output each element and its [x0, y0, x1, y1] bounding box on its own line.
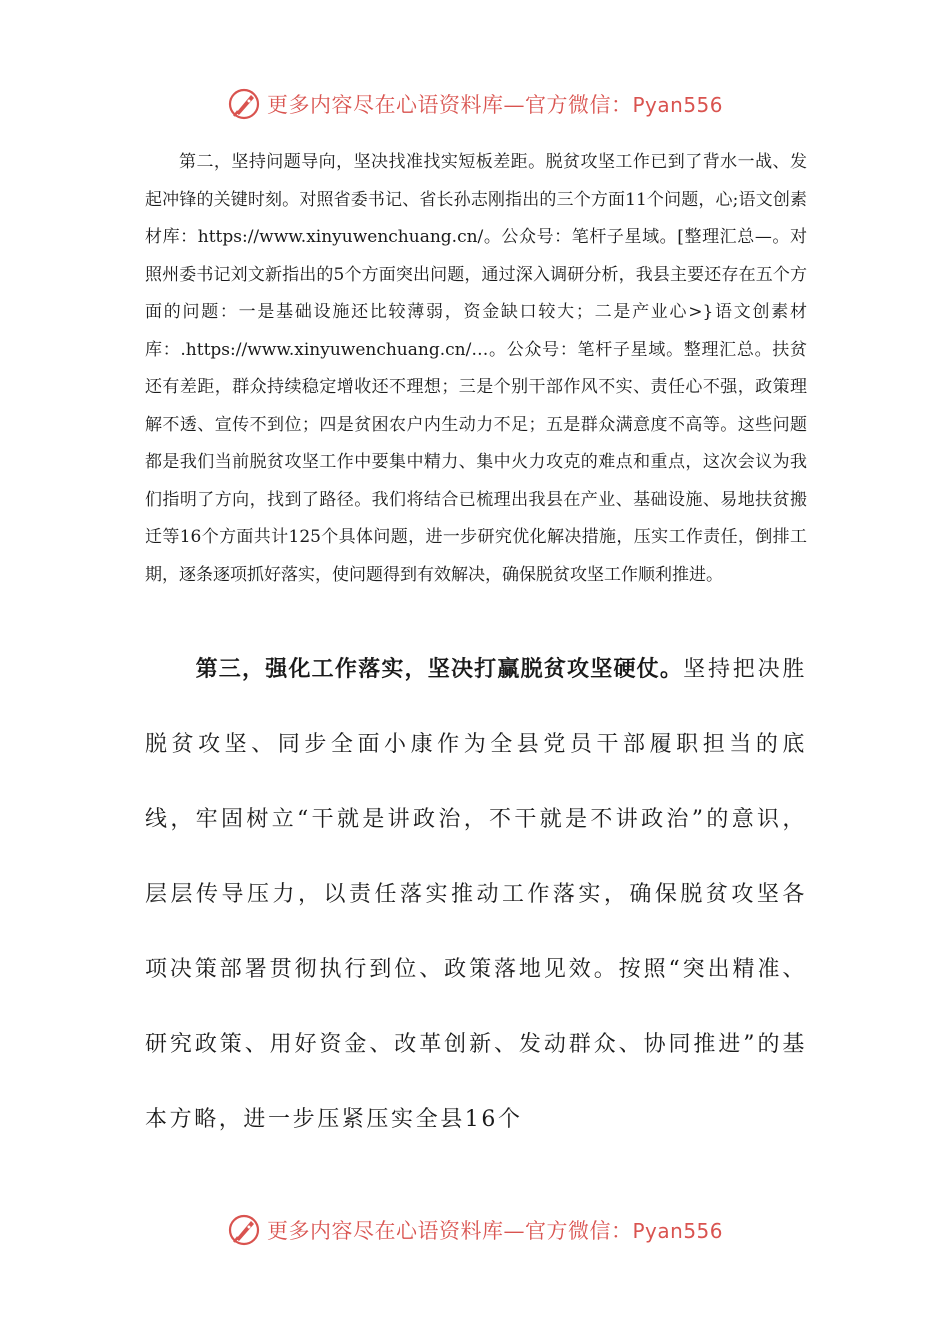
- watermark-brand: Pyan556: [632, 93, 723, 117]
- watermark-brand: Pyan556: [632, 1219, 723, 1243]
- pen-nib-circle-icon: [227, 87, 261, 121]
- header-watermark-banner: [0, 84, 950, 124]
- footer-watermark-banner: [0, 1210, 950, 1250]
- watermark-text: 更多内容尽在心语资料库—官方微信：Pyan556: [266, 93, 723, 117]
- watermark-text: 更多内容尽在心语资料库—官方微信：Pyan556: [266, 1219, 723, 1243]
- body-paragraph-2: [145, 632, 807, 1157]
- paragraph-2-heading: 第三，强化工作落实，坚决打赢脱贫攻坚硬仗。: [195, 657, 684, 682]
- pen-nib-circle-icon: [227, 1213, 261, 1247]
- paragraph-2-text: 坚持把决胜脱贫攻坚、同步全面小康作为全县党员干部履职担当的底线，牢固树立“干就是讲政治，不干就是不讲政治”的意识，层层传导压力，以责任落实推动工作落实，确保脱贫攻坚各项决策部署贯彻执行到位、政策落地见效。按照“突出精准、研究政策、用好资金、改革创新、发动群众、协同推进”的基本方略，进一步压紧压实全县16个: [145, 657, 807, 1132]
- body-paragraph-1: 第二，坚持问题导向，坚决找准找实短板差距。脱贫攻坚工作已到了背水一战、发起冲锋的关键时刻。对照省委书记、省长孙志刚指出的三个方面11个问题，心;语文创素材库：https://www.xinyuwenchuang.cn/。公众号：笔杆子星域。[整理汇总—。对照州委书记刘文新指出的5个方面突出问题，通过深入调研分析，我县主要还存在五个方面的问题：一是基础设施还比较薄弱，资金缺口较大；二是产业心>}语文创素材库：.https://www.xinyuwenchuang.cn/…。公众号：笔杆子星域。整理汇总。扶贫还有差距，群众持续稳定增收还不理想；三是个别干部作风不实、责任心不强，政策理解不透、宣传不到位；四是贫困农户内生动力不足；五是群众满意度不高等。这些问题都是我们当前脱贫攻坚工作中要集中精力、集中火力攻克的难点和重点，这次会议为我们指明了方向，找到了路径。我们将结合已梳理出我县在产业、基础设施、易地扶贫搬迁等16个方面共计125个具体问题，进一步研究优化解决措施，压实工作责任，倒排工期，逐条逐项抓好落实，使问题得到有效解决，确保脱贫攻坚工作顺利推进。: [145, 152, 807, 585]
